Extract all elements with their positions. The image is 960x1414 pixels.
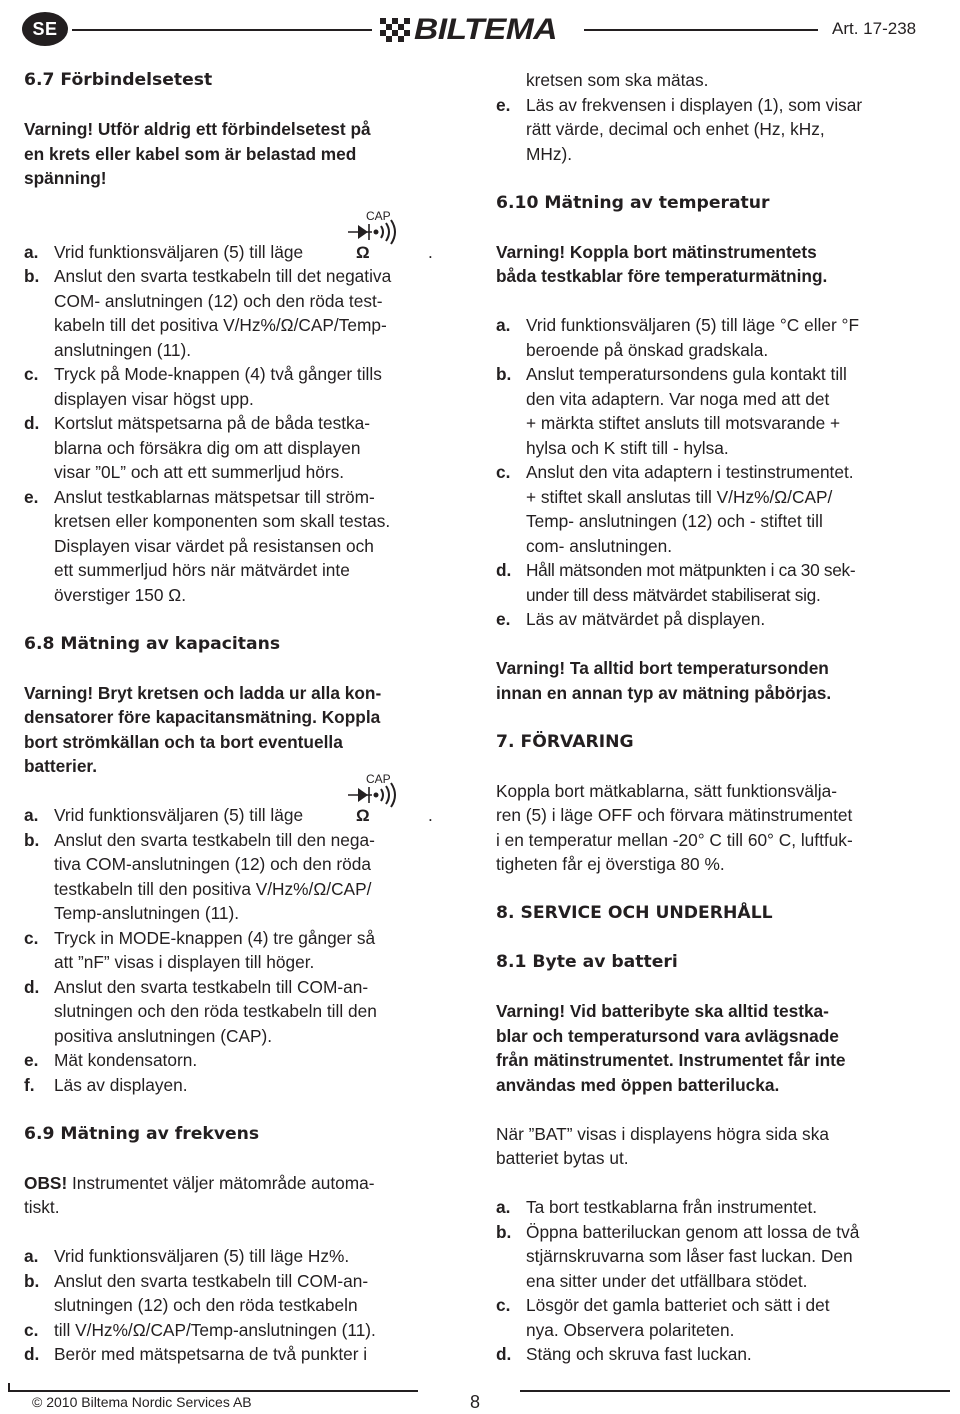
step-8-1-c: c. Lösgör det gamla batteriet och sätt i det nya. Observera polariteten. [496,1295,830,1340]
section-8-title: 8. SERVICE OCH UNDERHÅLL [496,903,773,923]
step-6-9-d-continued: kretsen som ska mätas. [526,70,709,90]
ohm-symbol: Ω [356,806,370,825]
cap-label: CAP [366,773,391,786]
footer-rule-right [520,1390,950,1392]
language-badge: SE [22,12,68,46]
section-7-title: 7. FÖRVARING [496,731,634,752]
step-6-9-c: c. till V/Hz%/Ω/CAP/Temp-anslutningen (11). [24,1319,376,1340]
header-rule-right [584,29,818,31]
step-6-8-d: d. Anslut den svarta testkabeln till COM-an- slutningen och den röda testkabeln till den positiva anslutningen (CAP). [24,976,377,1046]
article-number: Art. 17-238 [832,19,917,38]
step-6-9-d: d. Berör med mätspetsarna de två punkter i [24,1344,368,1364]
step-6-8-e: e. Mät kondensatorn. [24,1050,198,1070]
step-6-7-e: e. Anslut testkablarnas mätspetsar till ström- kretsen eller komponenten som skall testas. Displayen visar värdet på resistansen och ett summerljud hörs när mätvärdet inte överstiger 150 Ω. [24,486,391,605]
section-6-8-title: 6.8 Mätning av kapacitans [24,633,281,654]
section-8-1-title: 8.1 Byte av batteri [496,952,678,972]
diode-continuity-capacitance-symbol-icon [346,210,416,262]
section-6-7-title: 6.7 Förbindelsetest [24,70,213,90]
cap-label: CAP [366,209,391,223]
step-6-9-a: a. Vrid funktionsväljaren (5) till läge Hz%. [24,1246,350,1266]
copyright: © 2010 Biltema Nordic Services AB [32,1394,252,1410]
diode-continuity-capacitance-symbol-icon [346,773,416,825]
step-6-7-d: d. Kortslut mätspetsarna på de båda testka- blarna och försäkra dig om att displayen visar ”0L” och att ett summerljud hörs. [24,413,371,482]
step-6-8-f: f. Läs av displayen. [24,1074,188,1095]
header-rule-left [72,29,372,31]
left-column [24,68,476,1367]
step-6-7-c: c. Tryck på Mode-knappen (4) två gånger tills displayen visar högst upp. [24,364,382,409]
step-8-1-b: b. Öppna batteriluckan genom att lossa de två stjärnskruvarna som låser fast luckan. Den ena sitter under det utfällbara stödet. [496,1221,860,1291]
step-6-8-a: a. Vrid funktionsväljaren (5) till läge CAP Ω . [24,773,433,825]
section-6-7-warning: Varning! Utför aldrig ett förbindelsetest på en krets eller kabel som är belastad med spänning! [24,119,371,188]
step-6-9-b: b. Anslut den svarta testkabeln till COM-an- slutningen (12) och den röda testkabeln [24,1270,369,1315]
section-6-10-warning: Varning! Koppla bort mätinstrumentets båda testkablar före temperaturmätning. [496,241,828,286]
section-6-10-title: 6.10 Mätning av temperatur [496,192,770,213]
section-6-9-obs: OBS! Instrumentet väljer mätområde automa- tiskt. [24,1172,375,1217]
step-8-1-d: d. Stäng och skruva fast luckan. [496,1344,752,1364]
section-6-8-warning: Varning! Bryt kretsen och ladda ur alla kon- densatorer före kapacitansmätning. Koppla bort strömkällan och ta bort eventuella batterier. [24,682,382,776]
step-6-10-b: b. Anslut temperatursondens gula kontakt till den vita adaptern. Var noga med att det + märkta stiftet ansluts till motsvarande + hylsa och K stift till - hylsa. [496,364,847,458]
step-6-7-b: b. Anslut den svarta testkabeln till det negativa COM- anslutningen (12) och den röda test- kabeln till det positiva V/Hz%/Ω/CAP/Temp- anslutningen (11). [24,266,392,360]
step-6-10-e: e. Läs av mätvärdet på displayen. [496,609,766,629]
step-6-8-b: b. Anslut den svarta testkabeln till den nega- tiva COM-anslutningen (12) och den röda testkabeln till den positiva V/Hz%/Ω/CAP/ Temp-anslutningen (11). [24,829,375,923]
step-6-10-d: d. Håll mätsonden mot mätpunkten i ca 30 sek- under till dess mätvärdet stabiliserat sig. [496,560,856,605]
step-6-10-a: a. Vrid funktionsväljaren (5) till läge °C eller °F beroende på önskad gradskala. [496,315,860,360]
ohm-symbol: Ω [356,242,370,262]
section-8-1-text: När ”BAT” visas i displayens högra sida ska batteriet bytas ut. [496,1123,829,1168]
section-6-10-warning-2: Varning! Ta alltid bort temperatursonden innan en annan typ av mätning påbörjas. [496,658,832,703]
step-6-7-a: a. Vrid funktionsväljaren (5) till läge CAP Ω . [24,209,433,262]
right-column [496,68,946,1367]
page-footer [0,1385,960,1414]
section-8-1-warning: Varning! Vid batteribyte ska alltid testka- blar och temperatursond vara avlägsnade från mätinstrumentet. Instrumentet får inte användas med öppen batterilucka. [496,1001,846,1095]
step-8-1-a: a. Ta bort testkablarna från instrumentet. [496,1197,818,1217]
step-6-9-e: e. Läs av frekvensen i displayen (1), som visar rätt värde, decimal och enhet (Hz, kHz, MHz). [496,94,863,164]
step-6-8-c: c. Tryck in MODE-knappen (4) tre gånger så att ”nF” visas i displayen till höger. [24,927,376,972]
footer-rule-left [8,1390,418,1392]
section-6-9-title: 6.9 Mätning av frekvens [24,1123,260,1144]
logo-wordmark: BILTEMA [414,13,557,46]
biltema-logo [380,14,580,46]
section-7-text: Koppla bort mätkablarna, sätt funktionsvälja- ren (5) i läge OFF och förvara mätinstrumentet i en temperatur mellan -20° C till 60° C, luftfuk- tigheten får ej överstiga 80 %. [496,780,853,874]
page-header [0,0,960,64]
page-number: 8 [470,1392,481,1412]
checkered-flag-icon [380,16,410,44]
step-6-10-c: c. Anslut den vita adaptern i testinstrumentet. + stiftet skall anslutas till V/Hz%/Ω/CAP/ Temp- anslutningen (12) och - stiftet till com- anslutningen. [496,462,854,556]
